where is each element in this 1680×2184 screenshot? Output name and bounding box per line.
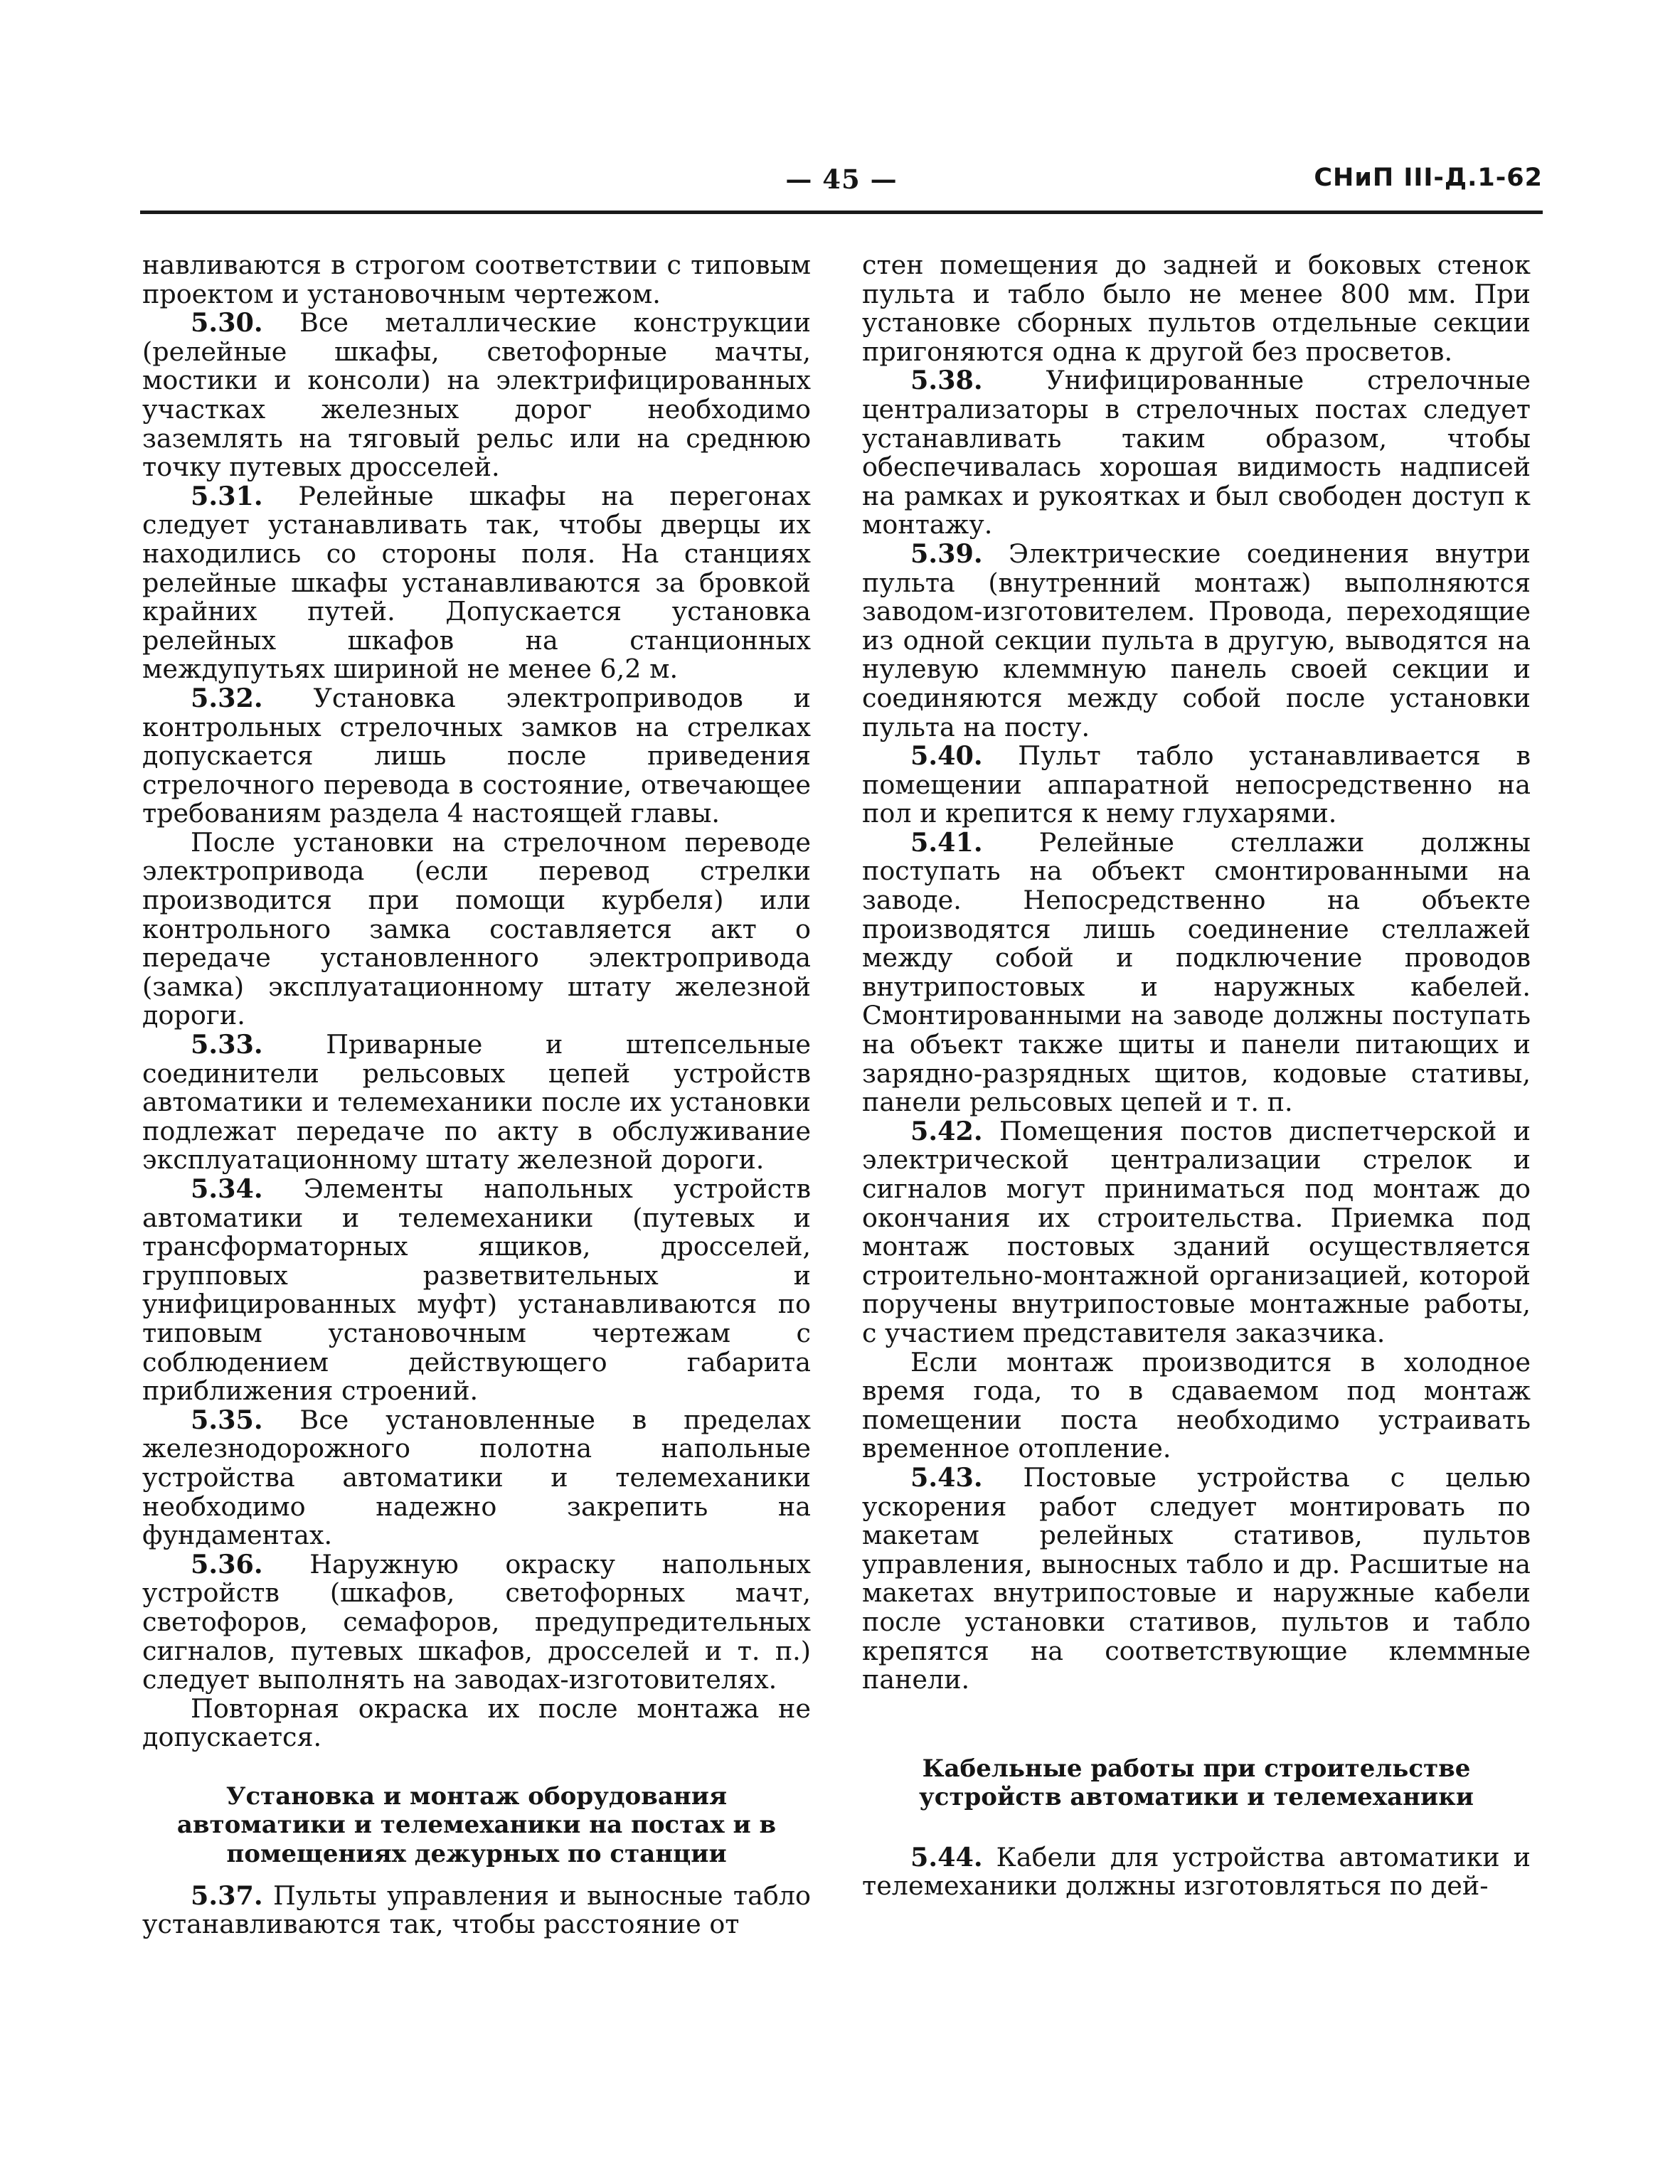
clause-5-38: [862, 366, 1531, 540]
clause-text: Унифицированные стрелочные централизаторы в стрелочных постах следует устанавливать таким образом, чтобы обеспечивалась хорошая видимость надписей на рамках и рукоятках и был свободен доступ к монтажу.: [862, 365, 1531, 540]
clause-number: 5.32.: [191, 682, 263, 713]
clause-text: Установка электроприводов и контрольных стрелочных замков на стрелках допускается лишь после приведения стрелочного перевода в состояние, отвечающее требованиям раздела 4 настоящей главы.: [142, 682, 811, 829]
clause-5-41: [862, 826, 1531, 1118]
paragraph-continuation: стен помещения до задней и боковых стенок пульта и табло было не менее 800 мм. При установке сборных пультов отдельные секции пригоняются одна к другой без просветов.: [862, 250, 1531, 367]
clause-text: Кабели для устройства автоматики и телемеханики должны изготовляться по дей-: [862, 1841, 1531, 1902]
clause-number: 5.41.: [910, 826, 983, 858]
clause-5-31: [142, 482, 811, 684]
page-number: — 45 —: [785, 164, 898, 195]
clause-5-44: [862, 1843, 1531, 1901]
clause-number: 5.40.: [910, 740, 983, 772]
clause-text: Электрические соединения внутри пульта (внутренний монтаж) выполняются заводом-изготовителем. Провода, переходящие из одной секции пульта в другую, выводятся на нулевую клеммную панель своей секции и соединяются между собой после установки пульта на посту.: [862, 538, 1531, 742]
clause-number: 5.42.: [910, 1115, 983, 1146]
clause-number: 5.36.: [191, 1548, 263, 1580]
clause-number: 5.33.: [191, 1029, 263, 1060]
clause-text: Все металлические конструкции (релейные шкафы, светофорные мачты, мостики и консоли) на электрифицированных участках железных дорог необходимо заземлять на тяговый рельс или на среднюю точку путевых дросселей.: [142, 307, 811, 483]
clause-text: Пульты управления и выносные табло устанавливаются так, чтобы расстояние от: [142, 1880, 811, 1940]
left-column: [142, 251, 811, 1939]
document-code: СНиП III-Д.1-62: [1314, 164, 1543, 192]
clause-text: Элементы напольных устройств автоматики и телемеханики (путевых и трансформаторных ящиков, дросселей, групповых разветвительных и унифицированных муфт) устанавливаются по типовым установочным чертежам с соблюдением действующего габарита приближения строений.: [142, 1173, 811, 1407]
clause-5-32-continued: После установки на стрелочном переводе электропривода (если перевод стрелки производится при помощи курбеля) или контрольного замка составляется акт о передаче установленного электропривода (замка) эксплуатационному штату железной дороги.: [142, 826, 811, 1031]
clause-text: Все установленные в пределах железнодорожного полотна напольные устройства автоматики и телемеханики необходимо надежно закрепить на фундаментах.: [142, 1404, 811, 1551]
clause-5-34: [142, 1175, 811, 1406]
clause-text: Помещения постов диспетчерской и электрической централизации стрелок и сигналов могут приниматься под монтаж до окончания их строительства. Приемка под монтаж постовых зданий осуществляется строительно-монтажной организацией, которой поручены внутрипостовые монтажные работы, с участием представителя заказчика.: [862, 1115, 1531, 1348]
clause-number: 5.39.: [910, 538, 983, 569]
paragraph-continuation: навливаются в строгом соответствии с типовым проектом и установочным чертежом.: [142, 250, 811, 309]
right-column: [862, 251, 1531, 1901]
clause-number: 5.37.: [191, 1880, 263, 1911]
clause-5-43: [862, 1461, 1531, 1695]
clause-number: 5.31.: [191, 480, 263, 511]
clause-5-39: [862, 540, 1531, 742]
clause-text: Релейные шкафы на перегонах следует устанавливать так, чтобы дверцы их находились со стороны поля. На станциях релейные шкафы устанавливаются за бровкой крайних путей. Допускается установка релейных шкафов на станционных междупутьях шириной не менее 6,2 м.: [142, 480, 811, 685]
clause-5-42: [862, 1117, 1531, 1348]
page-header: [140, 164, 1543, 206]
clause-5-37: [142, 1882, 811, 1939]
clause-text: Релейные стеллажи должны поступать на объект смонтированными на заводе. Непосредственно на объекте производятся лишь соединение стеллажей между собой и подключение проводов внутрипостовых и наружных кабелей. Смонтированными на заводе должны поступать на объект также щиты и панели питающих и зарядно-разрядных щитов, кодовые стативы, панели рельсовых цепей и т. п.: [862, 826, 1531, 1118]
clause-text: Приварные и штепсельные соединители рельсовых цепей устройств автоматики и телемеханики после их установки подлежат передаче по акту в обслуживание эксплуатационному штату железной дороги.: [142, 1029, 811, 1176]
clause-text: Наружную окраску напольных устройств (шкафов, светофорных мачт, светофоров, семафоров, предупредительных сигналов, путевых шкафов, дросселей и т. п.) следует выполнять на заводах-изготовителях.: [142, 1548, 811, 1695]
clause-5-33: [142, 1030, 811, 1175]
clause-text: Пульт табло устанавливается в помещении аппаратной непосредственно на пол и крепится к нему глухарями.: [862, 740, 1531, 829]
clause-number: 5.43.: [910, 1461, 983, 1493]
clause-text: Постовые устройства с целью ускорения работ следует монтировать по макетам релейных стативов, пультов управления, выносных табло и др. Расшитые на макетах внутрипостовые и наружные кабели после установки стативов, пультов и табло крепятся на соответствующие клеммные панели.: [862, 1461, 1531, 1695]
clause-5-36: [142, 1550, 811, 1695]
section-heading-cable-works: Кабельные работы при строительстве устройств автоматики и телемеханики: [919, 1754, 1474, 1812]
clause-5-42-continued: Если монтаж производится в холодное время года, то в сдаваемом под монтаж помещении поста необходимо устраивать временное отопление.: [862, 1346, 1531, 1464]
clause-5-40: [862, 742, 1531, 829]
clause-number: 5.44.: [910, 1841, 983, 1873]
clause-5-35: [142, 1406, 811, 1550]
clause-number: 5.38.: [910, 365, 983, 396]
clause-number: 5.34.: [191, 1173, 263, 1204]
clause-5-32: [142, 684, 811, 829]
header-rule: [140, 211, 1543, 214]
clause-5-30: [142, 309, 811, 482]
section-heading-posts: Установка и монтаж оборудования автоматики и телемеханики на постах и в помещениях дежурных по станции: [176, 1781, 777, 1869]
clause-number: 5.35.: [191, 1404, 263, 1435]
clause-number: 5.30.: [191, 307, 263, 339]
clause-5-36-continued: Повторная окраска их после монтажа не допускается.: [142, 1693, 811, 1753]
